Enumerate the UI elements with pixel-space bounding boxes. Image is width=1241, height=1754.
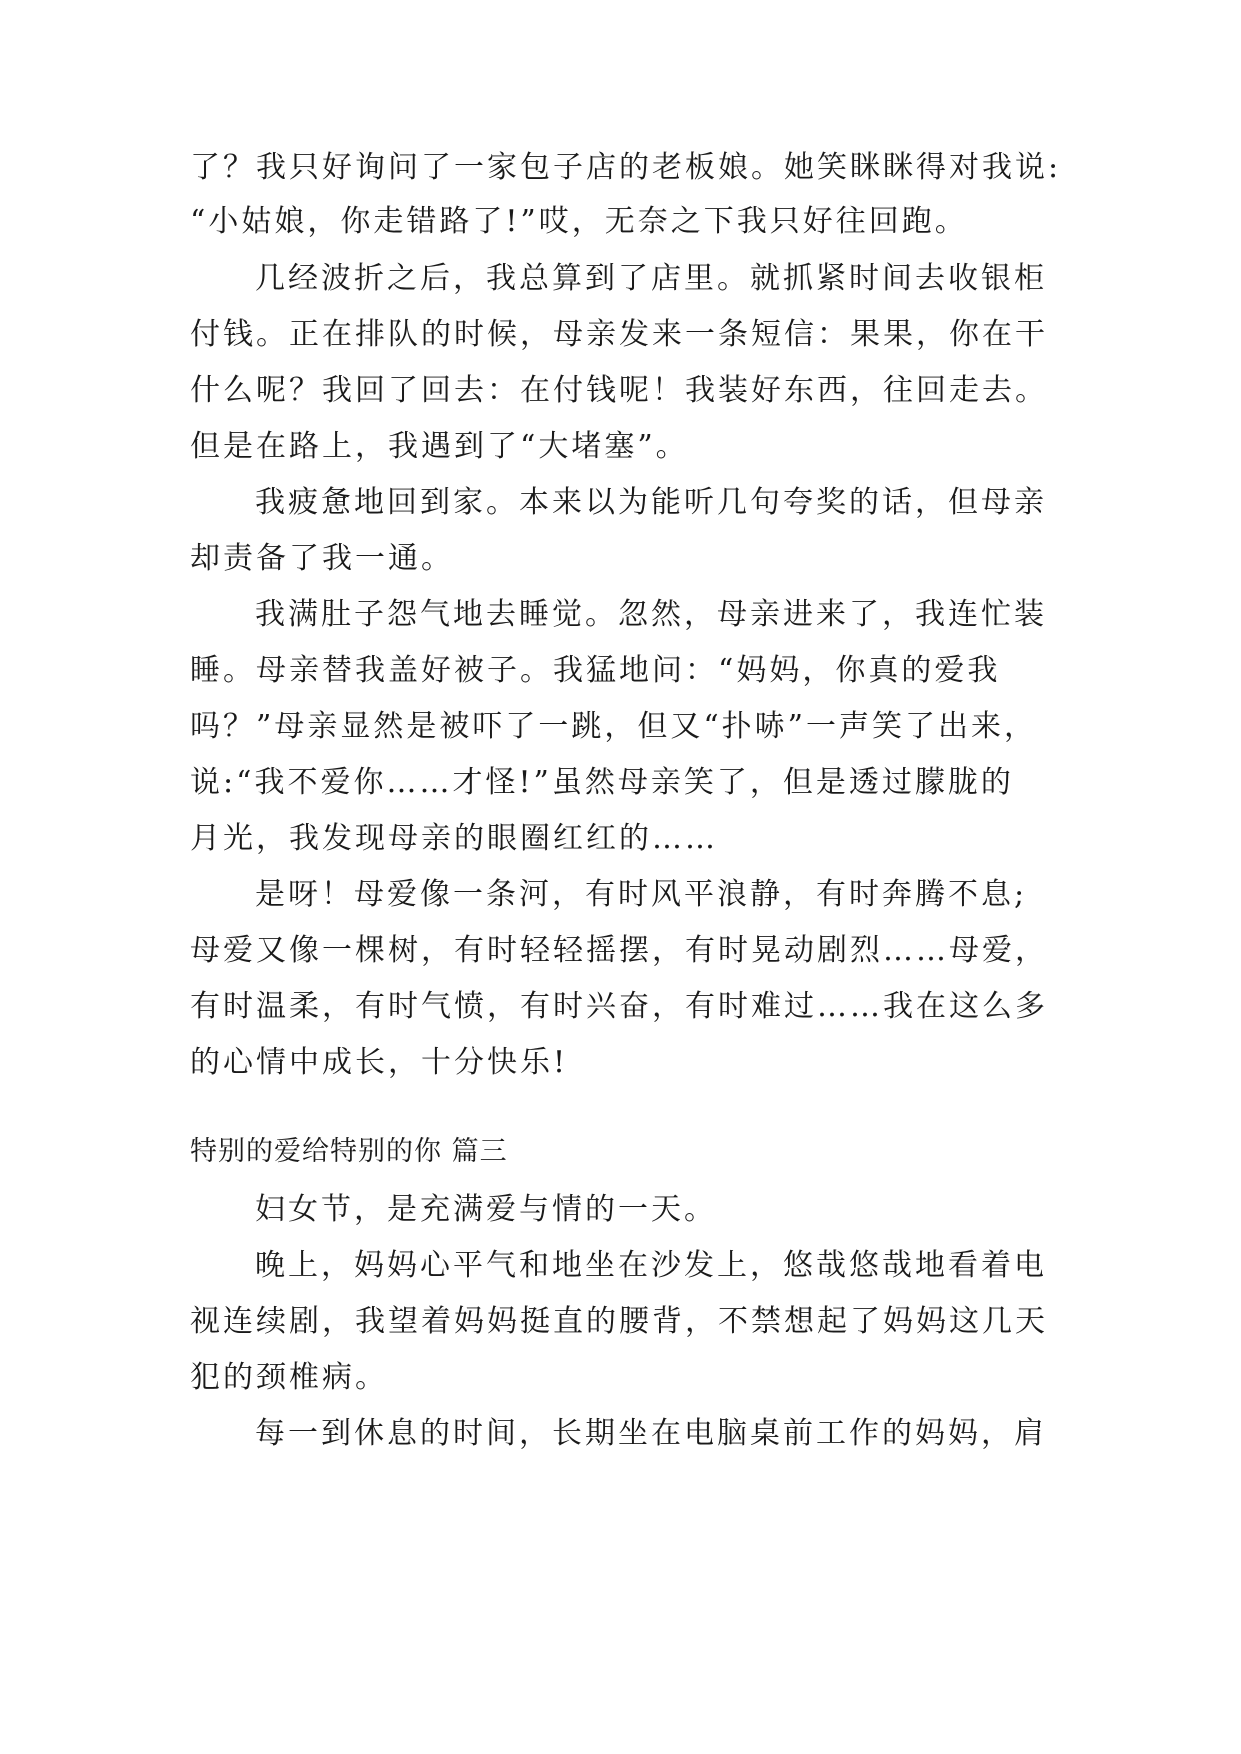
paragraph-line: 我疲惫地回到家。本来以为能听几句夸奖的话，但母亲 — [255, 485, 1047, 520]
paragraph-line: 月光，我发现母亲的眼圈红红的…… — [190, 821, 718, 856]
section-heading: 特别的爱给特别的你 篇三 — [190, 1136, 508, 1167]
paragraph-line: 几经波折之后，我总算到了店里。就抓紧时间去收银柜 — [255, 261, 1047, 296]
paragraph-line: 但是在路上，我遇到了“大堵塞”。 — [190, 429, 689, 464]
paragraph-line: 付钱。正在排队的时候，母亲发来一条短信：果果，你在干 — [190, 317, 1048, 352]
paragraph-line: 什么呢？我回了回去：在付钱呢！我装好东西，往回走去。 — [190, 373, 1048, 408]
paragraph-line: 说:“我不爱你……才怪!”虽然母亲笑了，但是透过朦胧的 — [190, 765, 1014, 800]
paragraph-line: 犯的颈椎病。 — [190, 1360, 388, 1395]
paragraph-line: “小姑娘，你走错路了!”哎，无奈之下我只好往回跑。 — [190, 204, 968, 239]
paragraph-line: 每一到休息的时间，长期坐在电脑桌前工作的妈妈，肩 — [255, 1416, 1047, 1451]
paragraph-line: 睡。母亲替我盖好被子。我猛地问：“妈妈，你真的爱我 — [190, 653, 1001, 688]
paragraph-line: 吗？”母亲显然是被吓了一跳，但又“扑哧”一声笑了出来， — [190, 709, 1038, 744]
paragraph-line: 妇女节，是充满爱与情的一天。 — [255, 1192, 717, 1227]
paragraph-line: 我满肚子怨气地去睡觉。忽然，母亲进来了，我连忙装 — [255, 597, 1047, 632]
paragraph-line: 晚上，妈妈心平气和地坐在沙发上，悠哉悠哉地看着电 — [255, 1248, 1047, 1283]
paragraph-line: 视连续剧，我望着妈妈挺直的腰背，不禁想起了妈妈这几天 — [190, 1304, 1048, 1339]
paragraph-line: 却责备了我一通。 — [190, 541, 454, 576]
paragraph-line: 了？我只好询问了一家包子店的老板娘。她笑眯眯得对我说: — [190, 150, 1062, 185]
paragraph-line: 是呀！母爱像一条河，有时风平浪静，有时奔腾不息; — [255, 877, 1028, 912]
paragraph-line: 有时温柔，有时气愤，有时兴奋，有时难过……我在这么多 — [190, 989, 1048, 1024]
paragraph-line: 的心情中成长，十分快乐! — [190, 1045, 569, 1080]
paragraph-line: 母爱又像一棵树，有时轻轻摇摆，有时晃动剧烈……母爱， — [190, 933, 1048, 968]
